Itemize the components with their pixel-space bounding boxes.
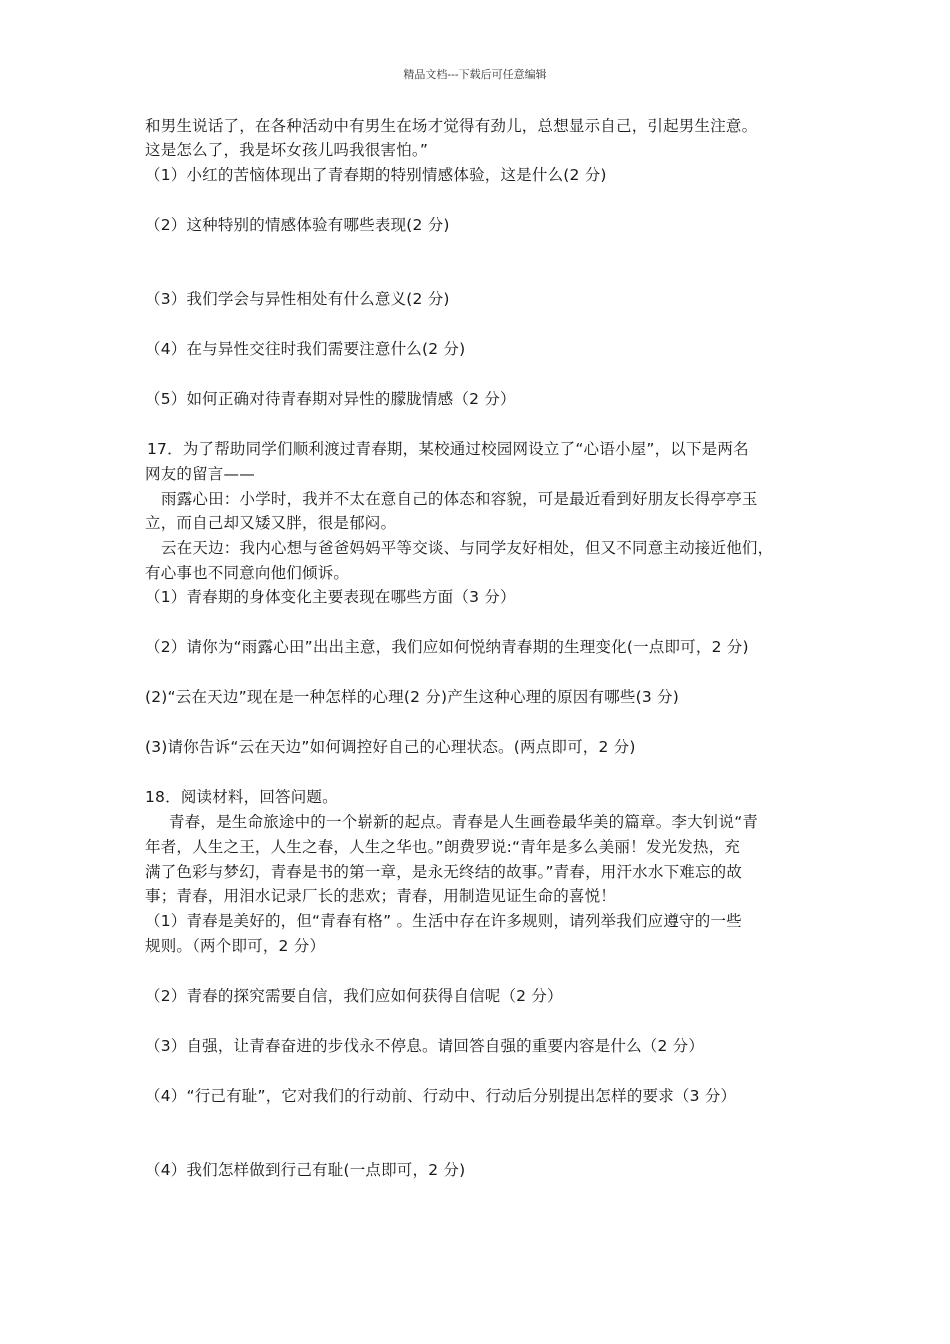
page-header: 精品文档---下载后可任意编辑 [403, 68, 547, 81]
text-line: （4）“行己有耻”，它对我们的行动前、行动中、行动后分别提出怎样的要求（3 分） [145, 1087, 737, 1105]
text-line: （4）我们怎样做到行己有耻(一点即可，2 分) [145, 1161, 466, 1179]
text-line: （2）请你为“雨露心田”出出主意，我们应如何悦纳青春期的生理变化(一点即可，2 分) [145, 638, 749, 656]
text-line: （5）如何正确对待青春期对异性的朦胧情感（2 分） [145, 390, 516, 408]
text-line: 事；青春，用泪水记录厂长的悲欢；青春，用制造见证生命的喜悦！ [145, 887, 617, 905]
text-line: 网友的留言—— [145, 465, 255, 483]
text-line: 17．为了帮助同学们顺利渡过青春期，某校通过校园网设立了“心语小屋”，以下是两名 [147, 440, 749, 458]
text-line: 满了色彩与梦幻，青春是书的第一章，是永无终结的故事。”青春，用汗水水下难忘的故 [145, 863, 743, 881]
text-line: 青春，是生命旅途中的一个崭新的起点。青春是人生画卷最华美的篇章。李大钊说“青 [169, 813, 759, 831]
text-line: （2）青春的探究需要自信，我们应如何获得自信呢（2 分） [145, 987, 563, 1005]
text-line: 年者，人生之王，人生之春，人生之华也。”朗费罗说:“青年是多么美丽！发光发热，充 [145, 838, 741, 856]
text-line: （2）这种特别的情感体验有哪些表现(2 分) [145, 216, 450, 234]
text-line: 云在天边：我内心想与爸爸妈妈平等交谈、与同学友好相处，但又不同意主动接近他们， [161, 539, 774, 557]
text-line: （1）青春期的身体变化主要表现在哪些方面（3 分） [145, 588, 516, 606]
text-line: (2)“云在天边”现在是一种怎样的心理(2 分)产生这种心理的原因有哪些(3 分) [145, 688, 679, 706]
text-line: 和男生说话了，在各种活动中有男生在场才觉得有劲儿，总想显示自己，引起男生注意。 [145, 117, 758, 135]
text-line: 雨露心田：小学时，我并不太在意自己的体态和容貌，可是最近看到好朋友长得亭亭玉 [161, 490, 758, 508]
text-line: (3)请你告诉“云在天边”如何调控好自己的心理状态。(两点即可，2 分) [145, 738, 636, 756]
text-line: 这是怎么了，我是坏女孩儿吗我很害怕。” [145, 141, 429, 159]
text-line: （1）小红的苦恼体现出了青春期的特别情感体验，这是什么(2 分) [145, 166, 607, 184]
text-line: （3）自强，让青春奋进的步伐永不停息。请回答自强的重要内容是什么（2 分） [145, 1037, 705, 1055]
text-line: 立，而自己却又矮又胖，很是郁闷。 [145, 514, 397, 532]
text-line: 规则。（两个即可，2 分） [145, 937, 326, 955]
text-line: （1）青春是美好的，但“青春有格” 。生活中存在许多规则，请列举我们应遵守的一些 [145, 912, 742, 930]
text-line: 有心事也不同意向他们倾诉。 [145, 564, 350, 582]
text-line: 18．阅读材料，回答问题。 [145, 788, 338, 806]
text-line: （3）我们学会与异性相处有什么意义(2 分) [145, 290, 450, 308]
text-line: （4）在与异性交往时我们需要注意什么(2 分) [145, 340, 466, 358]
